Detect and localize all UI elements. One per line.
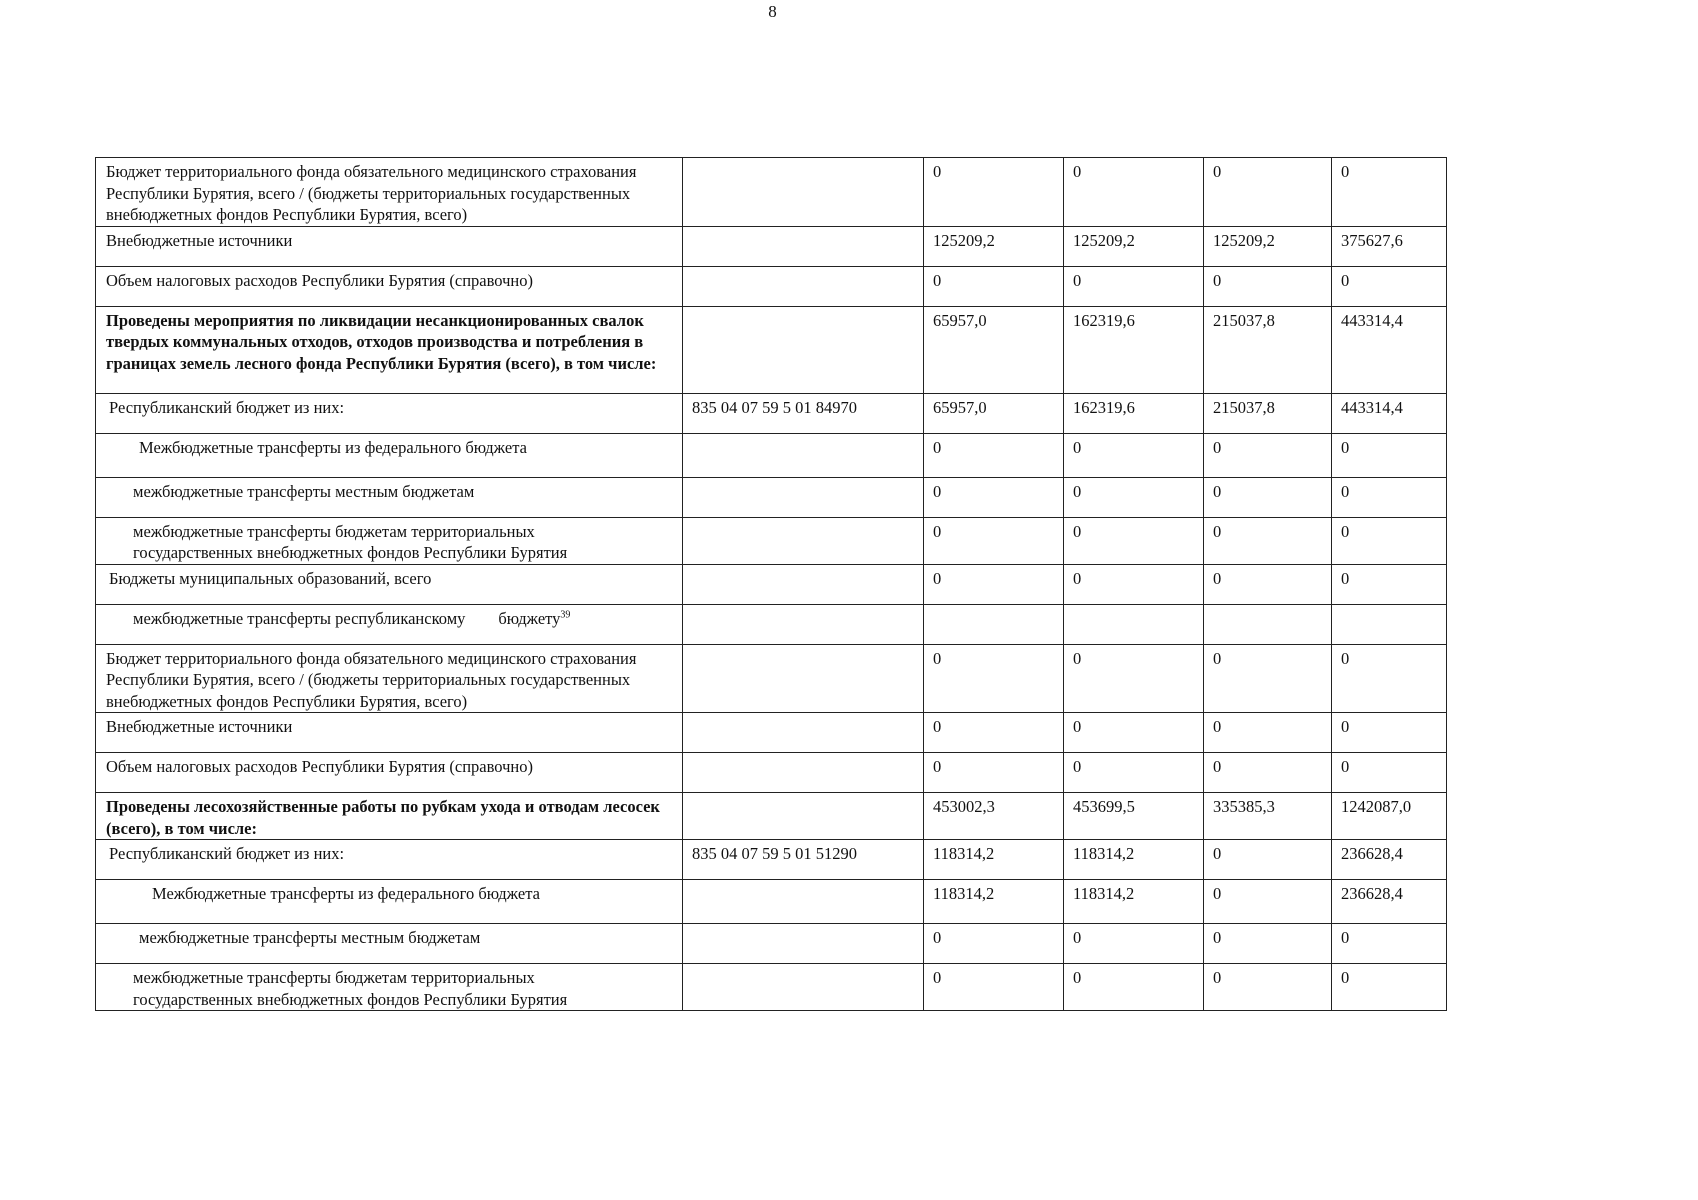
budget-code: [683, 924, 924, 964]
row-label: [96, 604, 683, 644]
table-row: [96, 266, 1447, 306]
table-row: [96, 713, 1447, 753]
value-total: 0: [1332, 964, 1447, 1011]
value-year-3: 215037,8: [1204, 306, 1332, 393]
budget-code: [683, 266, 924, 306]
value-total: 1242087,0: [1332, 793, 1447, 840]
value-year-1: 0: [924, 158, 1064, 227]
row-label: межбюджетные трансферты бюджетам территориальных государственных внебюджетных фондов Республики Бурятия: [96, 517, 683, 564]
value-year-1: 0: [924, 517, 1064, 564]
row-label: Проведены лесохозяйственные работы по рубкам ухода и отводам лесосек (всего), в том числе:: [96, 793, 683, 840]
value-total: 0: [1332, 924, 1447, 964]
value-year-3: 0: [1204, 517, 1332, 564]
budget-code: [683, 604, 924, 644]
value-year-3: 0: [1204, 964, 1332, 1011]
value-year-3: 0: [1204, 266, 1332, 306]
table-row: [96, 517, 1447, 564]
value-year-1: 0: [924, 644, 1064, 713]
row-label: межбюджетные трансферты бюджетам территориальных государственных внебюджетных фондов Республики Бурятия: [96, 964, 683, 1011]
table-row: [96, 924, 1447, 964]
value-total: 0: [1332, 713, 1447, 753]
row-label: Объем налоговых расходов Республики Бурятия (справочно): [96, 753, 683, 793]
budget-code: [683, 880, 924, 924]
value-total: 0: [1332, 158, 1447, 227]
value-year-2: 0: [1064, 433, 1204, 477]
table-row: [96, 393, 1447, 433]
row-label: Республиканский бюджет из них:: [96, 840, 683, 880]
value-total: 0: [1332, 433, 1447, 477]
value-year-1: 118314,2: [924, 840, 1064, 880]
budget-code: [683, 644, 924, 713]
value-year-3: 0: [1204, 433, 1332, 477]
table-row: [96, 840, 1447, 880]
value-year-3: 0: [1204, 880, 1332, 924]
budget-code: [683, 964, 924, 1011]
value-year-1: 125209,2: [924, 226, 1064, 266]
budget-code: 835 04 07 59 5 01 84970: [683, 393, 924, 433]
budget-code: [683, 517, 924, 564]
value-total: 0: [1332, 644, 1447, 713]
value-year-2: 162319,6: [1064, 306, 1204, 393]
value-total: 443314,4: [1332, 393, 1447, 433]
table-row: [96, 964, 1447, 1011]
value-year-2: 453699,5: [1064, 793, 1204, 840]
table-row: [96, 604, 1447, 644]
value-year-3: 0: [1204, 840, 1332, 880]
row-label: Проведены мероприятия по ликвидации несанкционированных свалок твердых коммунальных отходов, отходов производства и потребления в границах земель лесного фонда Республики Бурятия (всего), в том числе:: [96, 306, 683, 393]
value-year-1: 0: [924, 477, 1064, 517]
value-year-1: 0: [924, 564, 1064, 604]
value-year-2: 0: [1064, 964, 1204, 1011]
value-year-3: 0: [1204, 713, 1332, 753]
value-year-1: 0: [924, 266, 1064, 306]
value-year-3: [1204, 604, 1332, 644]
value-total: 236628,4: [1332, 840, 1447, 880]
value-year-2: 0: [1064, 924, 1204, 964]
budget-code: [683, 226, 924, 266]
value-total: 0: [1332, 266, 1447, 306]
budget-code: [683, 564, 924, 604]
value-total: [1332, 604, 1447, 644]
row-label: Республиканский бюджет из них:: [96, 393, 683, 433]
value-year-1: 65957,0: [924, 393, 1064, 433]
value-total: 375627,6: [1332, 226, 1447, 266]
value-total: 443314,4: [1332, 306, 1447, 393]
value-year-2: 0: [1064, 266, 1204, 306]
value-year-3: 215037,8: [1204, 393, 1332, 433]
row-label: Бюджеты муниципальных образований, всего: [96, 564, 683, 604]
value-year-1: 65957,0: [924, 306, 1064, 393]
page-number: 8: [768, 2, 777, 21]
row-label: Межбюджетные трансферты из федерального бюджета: [96, 880, 683, 924]
value-total: 0: [1332, 564, 1447, 604]
value-year-2: 0: [1064, 477, 1204, 517]
value-year-3: 0: [1204, 753, 1332, 793]
row-label: Объем налоговых расходов Республики Бурятия (справочно): [96, 266, 683, 306]
value-total: 0: [1332, 517, 1447, 564]
budget-code: [683, 158, 924, 227]
budget-code: [683, 306, 924, 393]
value-year-2: 0: [1064, 564, 1204, 604]
value-year-3: 0: [1204, 644, 1332, 713]
table-row: [96, 564, 1447, 604]
row-label: Бюджет территориального фонда обязательного медицинского страхования Республики Бурятия, всего / (бюджеты территориальных государственных внебюджетных фондов Республики Бурятия, всего): [96, 158, 683, 227]
value-year-2: 162319,6: [1064, 393, 1204, 433]
value-year-2: 125209,2: [1064, 226, 1204, 266]
table-row: [96, 753, 1447, 793]
value-year-1: 0: [924, 964, 1064, 1011]
budget-code: [683, 713, 924, 753]
budget-code: [683, 477, 924, 517]
value-year-1: 0: [924, 713, 1064, 753]
value-year-1: 0: [924, 924, 1064, 964]
budget-code: 835 04 07 59 5 01 51290: [683, 840, 924, 880]
table-row: [96, 793, 1447, 840]
value-year-1: 0: [924, 753, 1064, 793]
value-year-2: 0: [1064, 158, 1204, 227]
value-year-2: 0: [1064, 517, 1204, 564]
table-row: [96, 644, 1447, 713]
table-row: [96, 433, 1447, 477]
table-row: [96, 158, 1447, 227]
value-year-2: 0: [1064, 753, 1204, 793]
value-year-3: 0: [1204, 158, 1332, 227]
table-row: [96, 880, 1447, 924]
value-year-1: [924, 604, 1064, 644]
value-total: 0: [1332, 477, 1447, 517]
budget-code: [683, 793, 924, 840]
value-year-2: 118314,2: [1064, 840, 1204, 880]
row-label: межбюджетные трансферты местным бюджетам: [96, 924, 683, 964]
row-label: Внебюджетные источники: [96, 226, 683, 266]
row-label: Внебюджетные источники: [96, 713, 683, 753]
value-year-3: 0: [1204, 564, 1332, 604]
table-row: [96, 226, 1447, 266]
value-year-3: 0: [1204, 924, 1332, 964]
value-year-1: 453002,3: [924, 793, 1064, 840]
value-year-2: 0: [1064, 644, 1204, 713]
value-year-3: 0: [1204, 477, 1332, 517]
value-year-2: 0: [1064, 713, 1204, 753]
budget-table: [95, 157, 1447, 1011]
value-year-3: 125209,2: [1204, 226, 1332, 266]
table-row: [96, 477, 1447, 517]
value-year-2: 118314,2: [1064, 880, 1204, 924]
value-year-1: 118314,2: [924, 880, 1064, 924]
value-year-2: [1064, 604, 1204, 644]
budget-code: [683, 753, 924, 793]
row-label: межбюджетные трансферты местным бюджетам: [96, 477, 683, 517]
row-label: Межбюджетные трансферты из федерального бюджета: [96, 433, 683, 477]
value-year-3: 335385,3: [1204, 793, 1332, 840]
budget-code: [683, 433, 924, 477]
row-label-text: межбюджетные трансферты республиканскому бюджету: [133, 608, 561, 628]
value-total: 0: [1332, 753, 1447, 793]
value-year-1: 0: [924, 433, 1064, 477]
table-row: [96, 306, 1447, 393]
value-total: 236628,4: [1332, 880, 1447, 924]
footnote-marker: 39: [560, 609, 571, 620]
row-label: Бюджет территориального фонда обязательного медицинского страхования Республики Бурятия, всего / (бюджеты территориальных государственных внебюджетных фондов Республики Бурятия, всего): [96, 644, 683, 713]
